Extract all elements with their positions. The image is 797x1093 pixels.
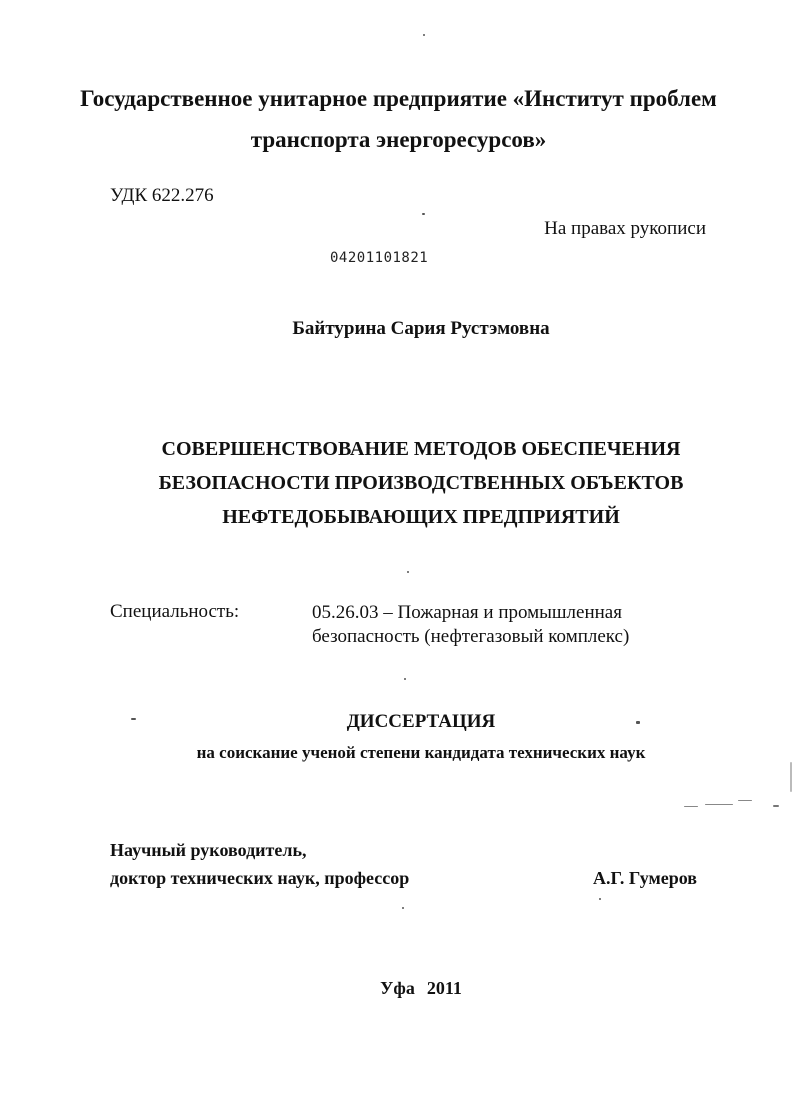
barcode-number: 04201101821 xyxy=(330,250,429,266)
author-name: Байтурина Сария Рустэмовна xyxy=(292,318,550,339)
scan-speck xyxy=(404,678,406,680)
document-type: ДИССЕРТАЦИЯ xyxy=(346,711,496,732)
city: Уфа xyxy=(380,978,415,998)
specialty-value-line-2: безопасность (нефтегазовый комплекс) xyxy=(312,626,630,647)
organization-line-2: транспорта энергоресурсов» xyxy=(250,127,547,152)
specialty-value-line-1: 05.26.03 – Пожарная и промышленная xyxy=(312,602,622,623)
rights-note: На правах рукописи xyxy=(544,218,706,239)
scan-speck xyxy=(705,804,733,805)
degree-statement: на соискание ученой степени кандидата технических наук xyxy=(196,743,646,762)
udk-code: УДК 622.276 xyxy=(110,185,214,206)
title-line-2: БЕЗОПАСНОСТИ ПРОИЗВОДСТВЕННЫХ ОБЪЕКТОВ xyxy=(158,472,684,494)
year: 2011 xyxy=(426,978,462,998)
supervisor-role-line-1: Научный руководитель, xyxy=(110,840,307,860)
city-year xyxy=(0,978,797,999)
title-line-3: НЕФТЕДОБЫВАЮЩИХ ПРЕДПРИЯТИЙ xyxy=(222,506,620,528)
supervisor-role-line-2: доктор технических наук, профессор xyxy=(110,868,410,888)
scan-speck xyxy=(423,34,425,36)
specialty-label: Специальность: xyxy=(110,601,240,622)
title-line-1: СОВЕРШЕНСТВОВАНИЕ МЕТОДОВ ОБЕСПЕЧЕНИЯ xyxy=(161,438,681,460)
scan-speck xyxy=(684,806,698,807)
scan-speck xyxy=(402,907,404,909)
scan-speck xyxy=(422,213,425,215)
specialty-value xyxy=(312,601,629,649)
scan-speck xyxy=(790,762,792,792)
scan-speck xyxy=(131,718,136,720)
scan-speck xyxy=(636,721,640,724)
scan-speck xyxy=(599,898,601,900)
scan-speck xyxy=(773,805,779,807)
scan-speck xyxy=(738,800,752,801)
organization-header xyxy=(0,78,797,160)
scan-speck xyxy=(407,571,409,573)
supervisor-name: А.Г. Гумеров xyxy=(593,868,697,888)
organization-line-1: Государственное унитарное предприятие «Институт проблем xyxy=(80,86,717,111)
dissertation-title xyxy=(0,432,797,534)
